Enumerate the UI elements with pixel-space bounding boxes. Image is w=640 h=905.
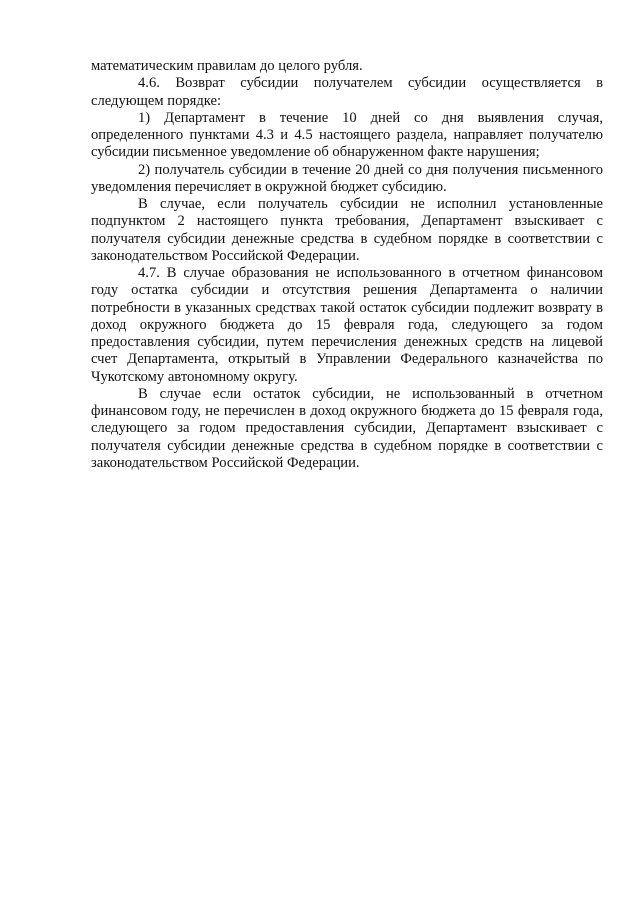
document-body — [91, 58, 603, 472]
paragraph-4-7: 4.7. В случае образования не использованного в отчетном финансовом году остатка субсидии и отсутствия решения Департамента о наличии потребности в указанных средствах такой остаток субсидии подлежит возврату в доход окружного бюджета до 15 февраля года, следующего за годом предоставления субсидии, путем перечисления денежных средств на лицевой счет Департамента, открытый в Управлении Федерального казначейства по Чукотскому автономному округу. — [91, 265, 603, 385]
paragraph-continuation: математическим правилам до целого рубля. — [91, 58, 363, 74]
paragraph-4-6-enforcement: В случае, если получатель субсидии не исполнил установленные подпунктом 2 настоящего пункта требования, Департамент взыскивает с получателя субсидии денежные средства в судебном порядке в соответствии с законодательством Российской Федерации. — [91, 196, 603, 264]
paragraph-4-6-item-1: 1) Департамент в течение 10 дней со дня выявления случая, определенного пунктами 4.3 и 4.5 настоящего раздела, направляет получателю субсидии письменное уведомление об обнаруженном факте нарушения; — [91, 109, 603, 161]
paragraph-4-6-item-2: 2) получатель субсидии в течение 20 дней со дня получения письменного уведомления перечисляет в окружной бюджет субсидию. — [91, 161, 603, 195]
paragraph-4-6: 4.6. Возврат субсидии получателем субсидии осуществляется в следующем порядке: — [91, 75, 603, 109]
paragraph-4-7-enforcement: В случае если остаток субсидии, не использованный в отчетном финансовом году, не перечислен в доход окружного бюджета до 15 февраля года, следующего за годом предоставления субсидии, Департамент взыскивает с получателя субсидии денежные средства в судебном порядке в соответствии с законодательством Российской Федерации. — [91, 385, 603, 471]
